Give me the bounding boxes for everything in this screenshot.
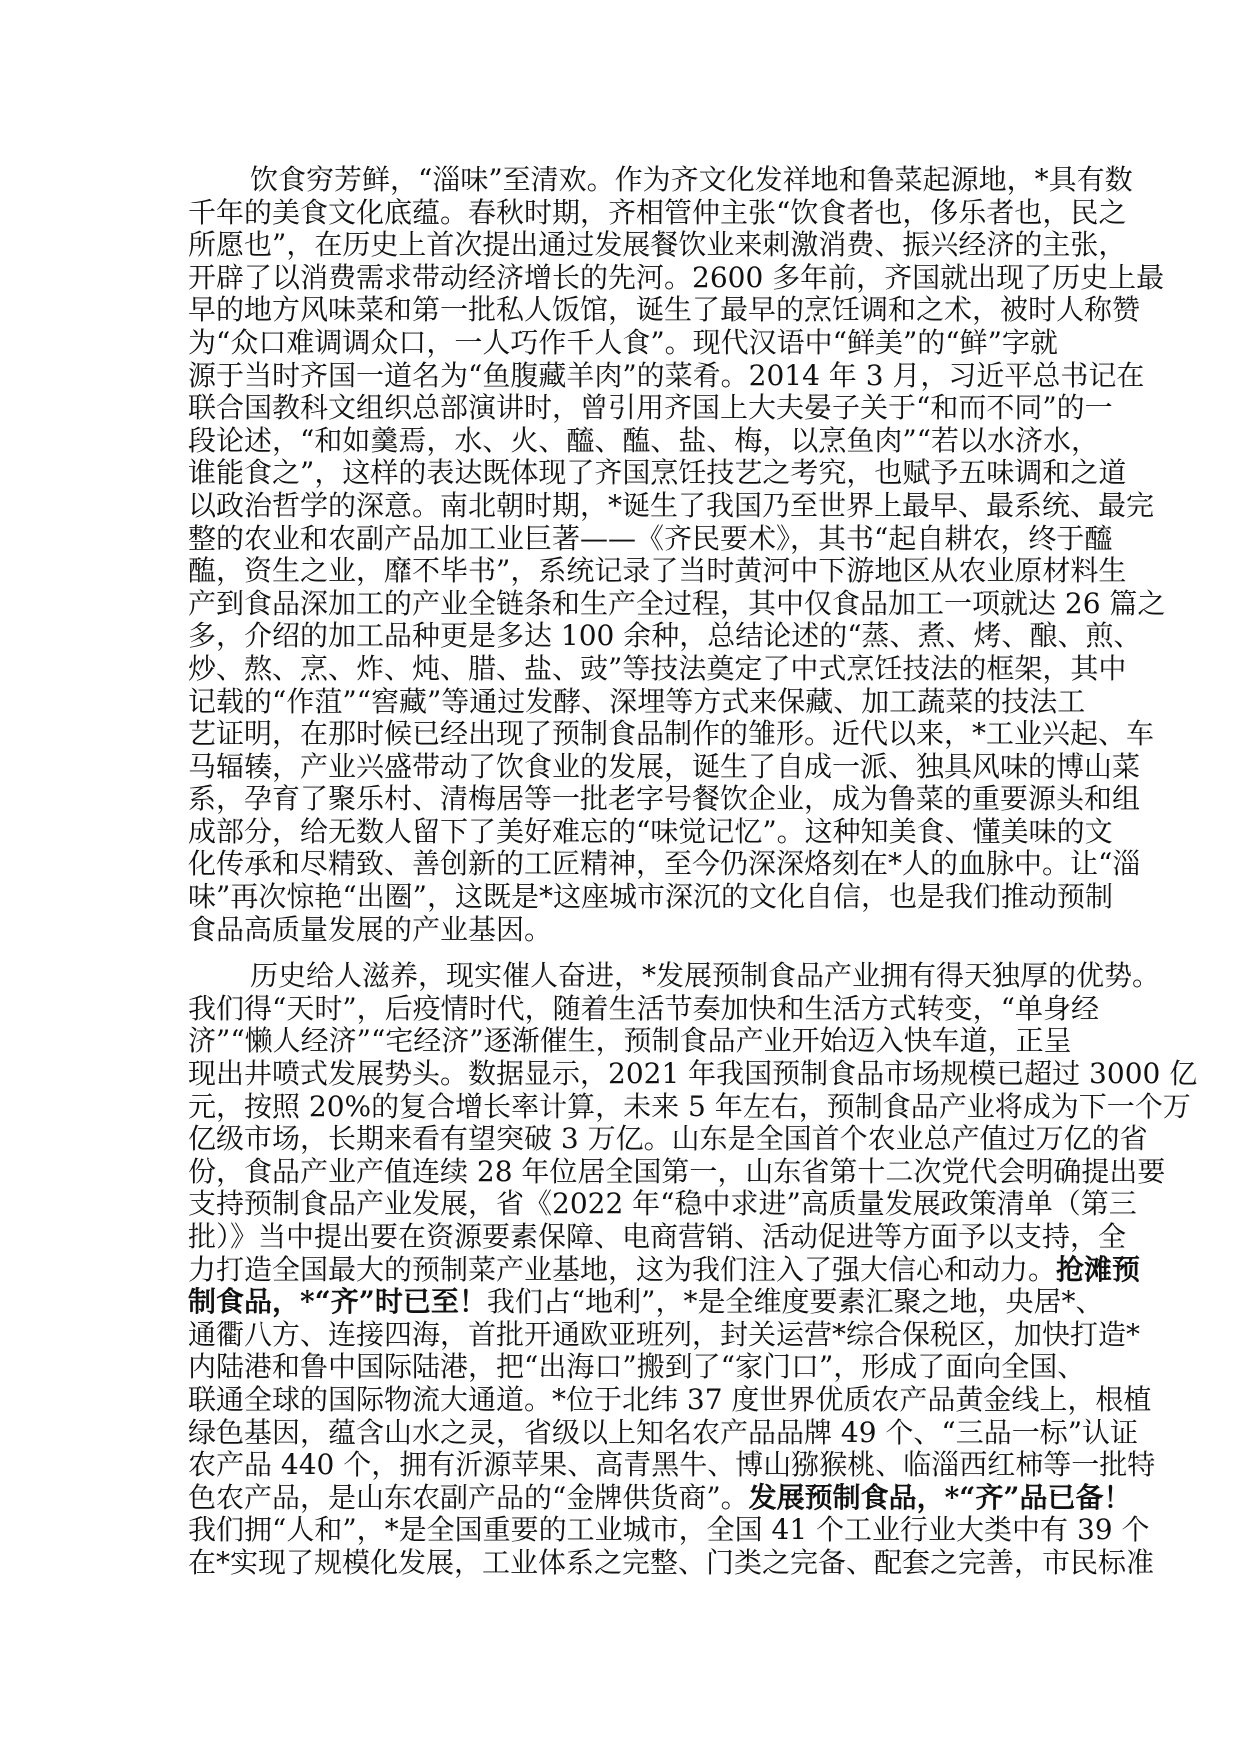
text-line xyxy=(188,163,1133,197)
text-line xyxy=(188,717,1155,751)
text-line xyxy=(188,991,1099,1026)
bold-text-run: 发展预制食品，*“齐”品已备！ xyxy=(748,1480,1132,1514)
text-run: 济”“懒人经济”“宅经济”逐渐催生，预制食品产业开始迈入快车道，正呈 xyxy=(188,1024,1072,1058)
text-line xyxy=(188,1122,1148,1156)
text-run: 以政治哲学的深意。南北朝时期，*诞生了我国乃至世界上最早、最系统、最完 xyxy=(188,488,1155,522)
text-run: 历史给人滋养，现实催人奋进，*发展预制食品产业拥有得天独厚的优势。 xyxy=(250,959,1161,993)
text-run: 食品高质量发展的产业基因。 xyxy=(188,912,553,946)
text-line xyxy=(188,1382,1152,1417)
text-run: 炒、熬、烹、炸、炖、腊、盐、豉”等技法奠定了中式烹饪技法的框架，其中 xyxy=(188,651,1127,685)
document-body xyxy=(188,163,1198,1594)
text-run: 成部分，给无数人留下了美好难忘的“味觉记忆”。这种知美食、懂美味的文 xyxy=(188,814,1113,848)
text-line xyxy=(188,847,1141,881)
text-line xyxy=(188,1057,1198,1091)
text-line xyxy=(188,1480,1132,1515)
text-line xyxy=(188,1089,1191,1124)
text-run: 化传承和尽精致、善创新的工匠精神，至今仍深深烙刻在*人的血脉中。让“淄 xyxy=(188,847,1141,881)
text-line xyxy=(188,358,1145,393)
text-run: 支持预制食品产业发展，省《2022 年“稳中求进”高质量发展政策清单（第三 xyxy=(188,1187,1137,1221)
text-run: 我们得“天时”，后疫情时代，随着生活节奏加快和生活方式转变，“单身经 xyxy=(188,991,1099,1025)
text-line xyxy=(188,619,1142,653)
text-line xyxy=(188,782,1141,816)
text-run: 源于当时齐国一道名为“鱼腹藏羊肉”的菜肴。2014 年 3 月，习近平总书记在 xyxy=(188,358,1145,392)
text-line xyxy=(188,228,1127,262)
text-run: 醢，资生之业，靡不毕书”，系统记录了当时黄河中下游地区从农业原材料生 xyxy=(188,554,1127,588)
text-line xyxy=(188,1350,1086,1384)
text-line xyxy=(188,914,1052,947)
bold-text-run: 抢滩预 xyxy=(1056,1252,1141,1286)
text-line xyxy=(188,1024,1072,1058)
text-line xyxy=(188,1220,1127,1254)
text-line xyxy=(188,554,1127,588)
text-line xyxy=(188,880,1113,914)
text-line xyxy=(188,1252,1141,1287)
text-line xyxy=(188,195,1127,230)
text-run: 开辟了以消费需求带动经济增长的先河。2600 多年前，齐国就出现了历史上最 xyxy=(188,260,1165,294)
text-run: 力打造全国最大的预制菜产业基地，这为我们注入了强大信心和动力。 xyxy=(188,1252,1057,1286)
bold-text-run: 制食品，*“齐”时已至！ xyxy=(188,1285,487,1319)
text-run: 我们拥“人和”，*是全国重要的工业城市，全国 41 个工业行业大类中有 39 个 xyxy=(188,1513,1150,1547)
text-line xyxy=(188,749,1141,784)
text-line xyxy=(188,456,1127,490)
text-run: 联合国教科文组织总部演讲时，曾引用齐国上大夫晏子关于“和而不同”的一 xyxy=(188,391,1113,425)
text-line xyxy=(188,814,1113,849)
text-line xyxy=(188,1285,1104,1319)
text-run: 千年的美食文化底蕴。春秋时期，齐相管仲主张“饮食者也，侈乐者也，民之 xyxy=(188,195,1127,229)
paragraph xyxy=(188,163,1166,946)
text-line xyxy=(188,959,1161,993)
text-line xyxy=(188,1513,1150,1547)
text-run: 整的农业和农副产品加工业巨著——《齐民要术》，其书“起自耕农，终于醯 xyxy=(188,521,1113,555)
text-run: 产到食品深加工的产业全链条和生产全过程，其中仅食品加工一项就达 26 篇之 xyxy=(188,586,1166,620)
text-run: 艺证明，在那时候已经出现了预制食品制作的雏形。近代以来，*工业兴起、车 xyxy=(188,717,1155,751)
text-line xyxy=(188,1317,1141,1352)
text-run: 段论述，“和如羹焉，水、火、醯、醢、盐、梅，以烹鱼肉”“若以水济水， xyxy=(188,423,1099,457)
text-run: 份，食品产业产值连续 28 年位居全国第一，山东省第十二次党代会明确提出要 xyxy=(188,1154,1166,1188)
text-run: 现出井喷式发展势头。数据显示，2021 年我国预制食品市场规模已超过 3000 亿 xyxy=(188,1057,1198,1091)
text-line xyxy=(188,1448,1156,1482)
text-line xyxy=(188,293,1141,327)
text-run: 元，按照 20%的复合增长率计算，未来 5 年左右，预制食品产业将成为下一个万 xyxy=(188,1089,1191,1123)
text-run: 亿级市场，长期来看有望突破 3 万亿。山东是全国首个农业总产值过万亿的省 xyxy=(188,1122,1148,1156)
text-line xyxy=(188,325,1058,360)
text-run: 色农产品，是山东农副产品的“金牌供货商”。 xyxy=(188,1480,749,1514)
text-run: 在*实现了规模化发展，工业体系之完整、门类之完备、配套之完善，市民标准 xyxy=(188,1545,1155,1579)
text-line xyxy=(188,586,1166,621)
text-run: 农产品 440 个，拥有沂源苹果、高青黑牛、博山猕猴桃、临淄西红柿等一批特 xyxy=(188,1448,1156,1482)
text-run: 早的地方风味菜和第一批私人饭馆，诞生了最早的烹饪调和之术，被时人称赞 xyxy=(188,293,1141,327)
paragraph xyxy=(188,959,1198,1579)
text-line xyxy=(188,488,1155,523)
text-line xyxy=(188,1545,1155,1580)
text-run: 味”再次惊艳“出圈”，这既是*这座城市深沉的文化自信，也是我们推动预制 xyxy=(188,880,1113,914)
text-line xyxy=(188,260,1165,295)
text-line xyxy=(188,1415,1139,1450)
text-run: 谁能食之”，这样的表达既体现了齐国烹饪技艺之考究，也赋予五味调和之道 xyxy=(188,456,1127,490)
text-run: 记载的“作菹”“窖藏”等通过发酵、深埋等方式来保藏、加工蔬菜的技法工 xyxy=(188,684,1086,718)
text-run: 所愿也”，在历史上首次提出通过发展餐饮业来刺激消费、振兴经济的主张， xyxy=(188,228,1127,262)
text-line xyxy=(188,684,1086,719)
text-line xyxy=(188,423,1099,458)
text-run: 通衢八方、连接四海，首批开通欧亚班列，封关运营*综合保税区，加快打造* xyxy=(188,1317,1141,1351)
text-run: 批）》当中提出要在资源要素保障、电商营销、活动促进等方面予以支持，全 xyxy=(188,1220,1127,1253)
text-line xyxy=(188,1154,1166,1189)
text-line xyxy=(188,1187,1137,1221)
text-line xyxy=(188,521,1113,556)
text-run: 马辐辏，产业兴盛带动了饮食业的发展，诞生了自成一派、独具风味的博山菜 xyxy=(188,749,1141,783)
text-run: 为“众口难调调众口，一人巧作千人食”。现代汉语中“鲜美”的“鲜”字就 xyxy=(188,325,1058,359)
text-run: 多，介绍的加工品种更是多达 100 余种，总结论述的“蒸、煮、烤、酿、煎、 xyxy=(188,619,1142,653)
text-run: 绿色基因，蕴含山水之灵，省级以上知名农产品品牌 49 个、“三品一标”认证 xyxy=(188,1415,1139,1449)
text-line xyxy=(188,651,1127,686)
text-run: 联通全球的国际物流大通道。*位于北纬 37 度世界优质农产品黄金线上，根植 xyxy=(188,1382,1152,1416)
text-run: 饮食穷芳鲜，“淄味”至清欢。作为齐文化发祥地和鲁菜起源地，*具有数 xyxy=(250,163,1133,196)
text-run: 内陆港和鲁中国际陆港，把“出海口”搬到了“家门口”，形成了面向全国、 xyxy=(188,1350,1086,1384)
text-run: 我们占“地利”，*是全维度要素汇聚之地，央居*、 xyxy=(486,1285,1104,1319)
text-run: 系，孕育了聚乐村、清梅居等一批老字号餐饮企业，成为鲁菜的重要源头和组 xyxy=(188,782,1141,816)
text-line xyxy=(188,391,1113,425)
